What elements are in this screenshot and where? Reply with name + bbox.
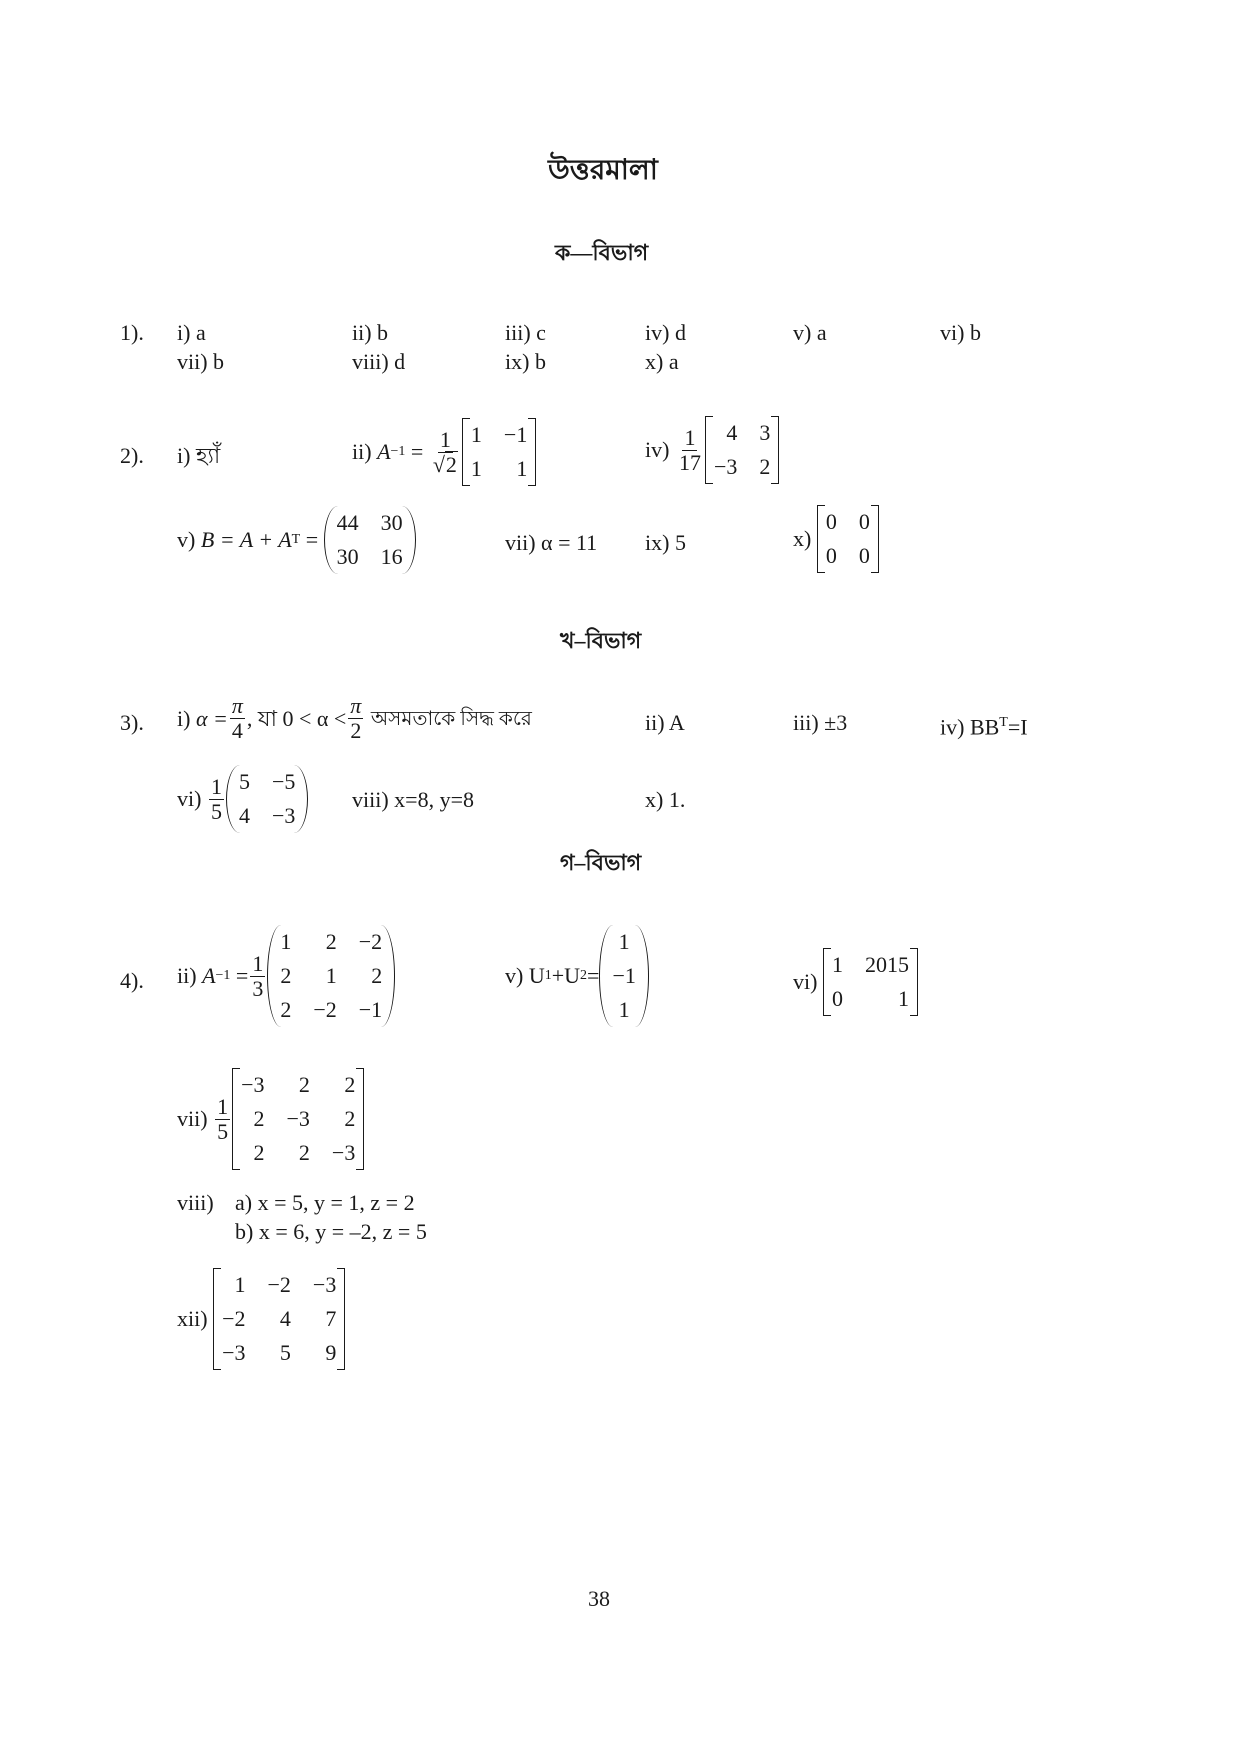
fraction: $\frac{1}{3}$: [252, 950, 264, 1001]
q3-answer-iv: iv) $BB^T=I$: [940, 714, 1028, 740]
matrix: 1 2 −2 2 1 2 2 −2 −1: [267, 925, 395, 1027]
matrix: 5 −5 4 −3: [226, 765, 308, 833]
fraction: $\frac{1}{5}$: [217, 1093, 229, 1144]
q4-answer-viii-a: a) x = 5, y = 1, z = 2: [235, 1190, 415, 1215]
fraction: $\frac{\pi}{2}$: [350, 693, 362, 743]
section-heading-ka: ক—বিভাগ: [555, 240, 649, 265]
q1-answer: ix) b: [505, 349, 546, 374]
q2-answer-ix: ix) 5: [645, 530, 686, 555]
q2-answer-iv: iv) $\frac{1}{17}$ 4 3 −3 2: [645, 416, 779, 484]
matrix: 4 3 −3 2: [705, 416, 779, 484]
section-heading-ga: গ–বিভাগ: [560, 850, 642, 875]
matrix: 1 −1 1: [599, 925, 648, 1027]
page-title: উত্তরমালা: [548, 155, 658, 186]
q4-answer-viii-label: viii): [177, 1190, 214, 1215]
q2-number: 2).: [120, 443, 144, 468]
q3-answer-i: i) α = $\frac{\pi}{4}$ , যা 0 < α < $\frac{\pi}{2}$ অসমতাকে সিদ্ধ করে: [177, 693, 532, 743]
q4-answer-viii-b: b) x = 6, y = –2, z = 5: [235, 1219, 427, 1244]
q2-answer-ii: ii) A −1 = $\frac{1}{√2}$ 1 −1 1 1: [352, 418, 536, 486]
section-heading-kha: খ–বিভাগ: [560, 628, 642, 653]
q1-answer: iv) d: [645, 320, 686, 345]
q3-answer-ii: ii) A: [645, 710, 685, 735]
q1-answer: viii) d: [352, 349, 406, 374]
q4-answer-vii: vii) $\frac{1}{5}$ −3 2 2 2 −3 2 2 2 −3: [177, 1068, 364, 1170]
q2-answer-i: i) হ্যাঁ: [177, 443, 221, 468]
q2-answer-x: x) 0 0 0 0: [793, 505, 879, 573]
matrix: 1 −1 1 1: [462, 418, 536, 486]
q3-answer-viii: viii) x=8, y=8: [352, 787, 474, 812]
matrix: −3 2 2 2 −3 2 2 2 −3: [232, 1068, 364, 1170]
q3-answer-vi: vi) $\frac{1}{5}$ 5 −5 4 −3: [177, 765, 308, 833]
q2-answer-v: v) B = A + A T = 44 30 30 16: [177, 506, 416, 574]
matrix: 0 0 0 0: [817, 505, 879, 573]
fraction: $\frac{1}{17}$: [678, 424, 701, 475]
q1-answer: vii) b: [177, 349, 225, 374]
q4-answer-ii: ii) A −1 = $\frac{1}{3}$ 1 2 −2 2 1 2 2 −2 −1: [177, 925, 395, 1027]
q1-number: 1).: [120, 320, 144, 345]
q3-answer-x: x) 1.: [645, 787, 686, 812]
q4-answer-xii: xii) 1 −2 −3 −2 4 7 −3 5 9: [177, 1268, 345, 1370]
q1-answer: i) a: [177, 320, 206, 345]
matrix: 1 2015 0 1: [823, 948, 918, 1016]
q3-answer-iii: iii) ±3: [793, 710, 848, 735]
matrix: 1 −2 −3 −2 4 7 −3 5 9: [213, 1268, 345, 1370]
fraction: $\frac{1}{5}$: [210, 773, 222, 824]
q4-number: 4).: [120, 968, 144, 993]
fraction: $\frac{\pi}{4}$: [231, 693, 243, 743]
fraction: $\frac{1}{√2}$: [432, 426, 457, 477]
q4-answer-v: v) U 1 +U 2 = 1 −1 1: [505, 925, 649, 1027]
matrix: 44 30 30 16: [324, 506, 416, 574]
q2-answer-vii: vii) α = 11: [505, 530, 598, 555]
page-number: 38: [588, 1586, 610, 1611]
q1-answer: x) a: [645, 349, 679, 374]
q1-answer: ii) b: [352, 320, 389, 345]
q4-answer-vi: vi) 1 2015 0 1: [793, 948, 918, 1016]
q3-number: 3).: [120, 710, 144, 735]
q1-answer: v) a: [793, 320, 827, 345]
q1-answer: iii) c: [505, 320, 546, 345]
q1-answer: vi) b: [940, 320, 981, 345]
